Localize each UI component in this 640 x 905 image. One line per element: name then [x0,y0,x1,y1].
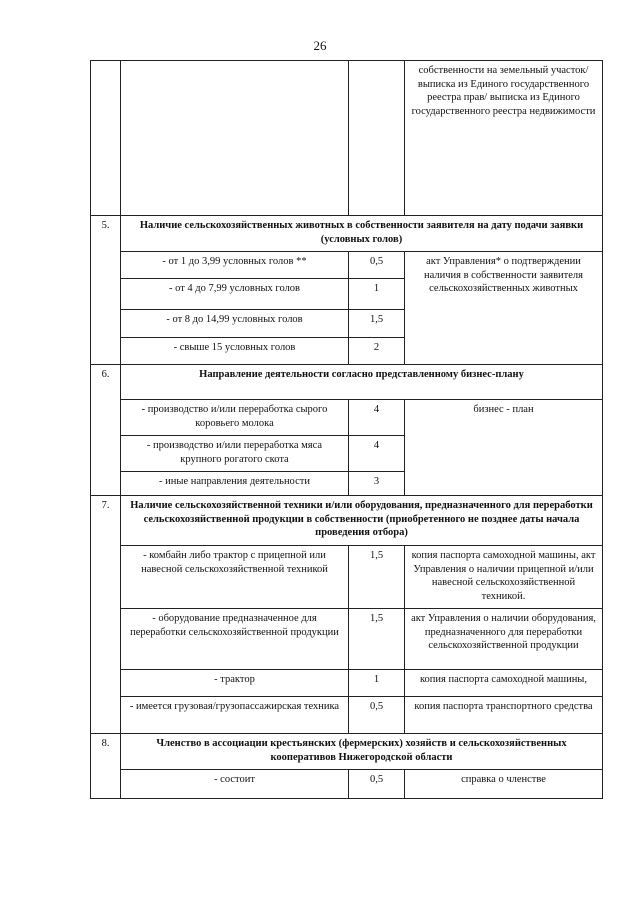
section-header-8 [91,734,603,770]
points-cell: 0,5 [349,770,405,799]
criterion-cell: - имеется грузовая/грузопассажирская техника [121,697,349,734]
section-title: Направление деятельности согласно представленному бизнес-плану [121,365,603,400]
section-header-7 [91,496,603,546]
points-cell: 1 [349,670,405,697]
table-row [91,670,603,697]
section-title: Наличие сельскохозяйственных животных в собственности заявителя на дату подачи заявки (условных голов) [121,216,603,252]
document-cell: копия паспорта самоходной машины, акт Управления о наличии прицепной и/или навесной сельскохозяйственной техникой. [405,546,603,609]
document-cell: акт Управления* о подтверждении наличия в собственности заявителя сельскохозяйственных животных [405,252,603,365]
points-cell: 1,5 [349,609,405,670]
criterion-cell: - трактор [121,670,349,697]
document-cell: справка о членстве [405,770,603,799]
criterion-cell: - от 4 до 7,99 условных голов [121,279,349,310]
table-row [91,546,603,609]
points-cell: 4 [349,436,405,472]
document-cell: копия паспорта транспортного средства [405,697,603,734]
points-cell: 3 [349,472,405,496]
points-cell: 1 [349,279,405,310]
criterion-cell: - комбайн либо трактор с прицепной или навесной сельскохозяйственной техникой [121,546,349,609]
criteria-table [90,60,603,799]
criterion-cell: - от 8 до 14,99 условных голов [121,310,349,338]
section-number: 6. [91,365,121,496]
cell-criterion-empty [121,61,349,216]
section-number: 7. [91,496,121,734]
criterion-cell: - иные направления деятельности [121,472,349,496]
page-number: 26 [313,38,327,53]
section-number: 8. [91,734,121,799]
criterion-cell: - свыше 15 условных голов [121,338,349,365]
table-row [91,609,603,670]
criterion-cell: - от 1 до 3,99 условных голов ** [121,252,349,279]
points-cell: 4 [349,400,405,436]
document-cell: акт Управления о наличии оборудования, предназначенного для переработки сельскохозяйственной продукции [405,609,603,670]
document-cell: бизнес - план [405,400,603,496]
criterion-cell: - состоит [121,770,349,799]
points-cell: 2 [349,338,405,365]
section-title: Членство в ассоциации крестьянских (фермерских) хозяйств и сельскохозяйственных кооперативов Нижегородской области [121,734,603,770]
document-cell: копия паспорта самоходной машины, [405,670,603,697]
section-number: 5. [91,216,121,365]
criterion-cell: - оборудование предназначенное для переработки сельскохозяйственной продукции [121,609,349,670]
section-header-5 [91,216,603,252]
cell-num-empty [91,61,121,216]
points-cell: 0,5 [349,697,405,734]
table-row [91,400,603,436]
criterion-cell: - производство и/или переработка мяса крупного рогатого скота [121,436,349,472]
criterion-cell: - производство и/или переработка сырого коровьего молока [121,400,349,436]
table-row-continuation [91,61,603,216]
points-cell: 1,5 [349,546,405,609]
table-row [91,697,603,734]
table-row [91,252,603,279]
table-row [91,770,603,799]
cell-points-empty [349,61,405,216]
points-cell: 1,5 [349,310,405,338]
cell-document: собственности на земельный участок/выписка из Единого государственного реестра прав/ выписка из Единого государственного реестра недвижимости [405,61,603,216]
section-header-6 [91,365,603,400]
section-title: Наличие сельскохозяйственной техники и/или оборудования, предназначенного для переработки сельскохозяйственной продукции в собственности (приобретенного не позднее даты начала проведения отбора) [121,496,603,546]
points-cell: 0,5 [349,252,405,279]
